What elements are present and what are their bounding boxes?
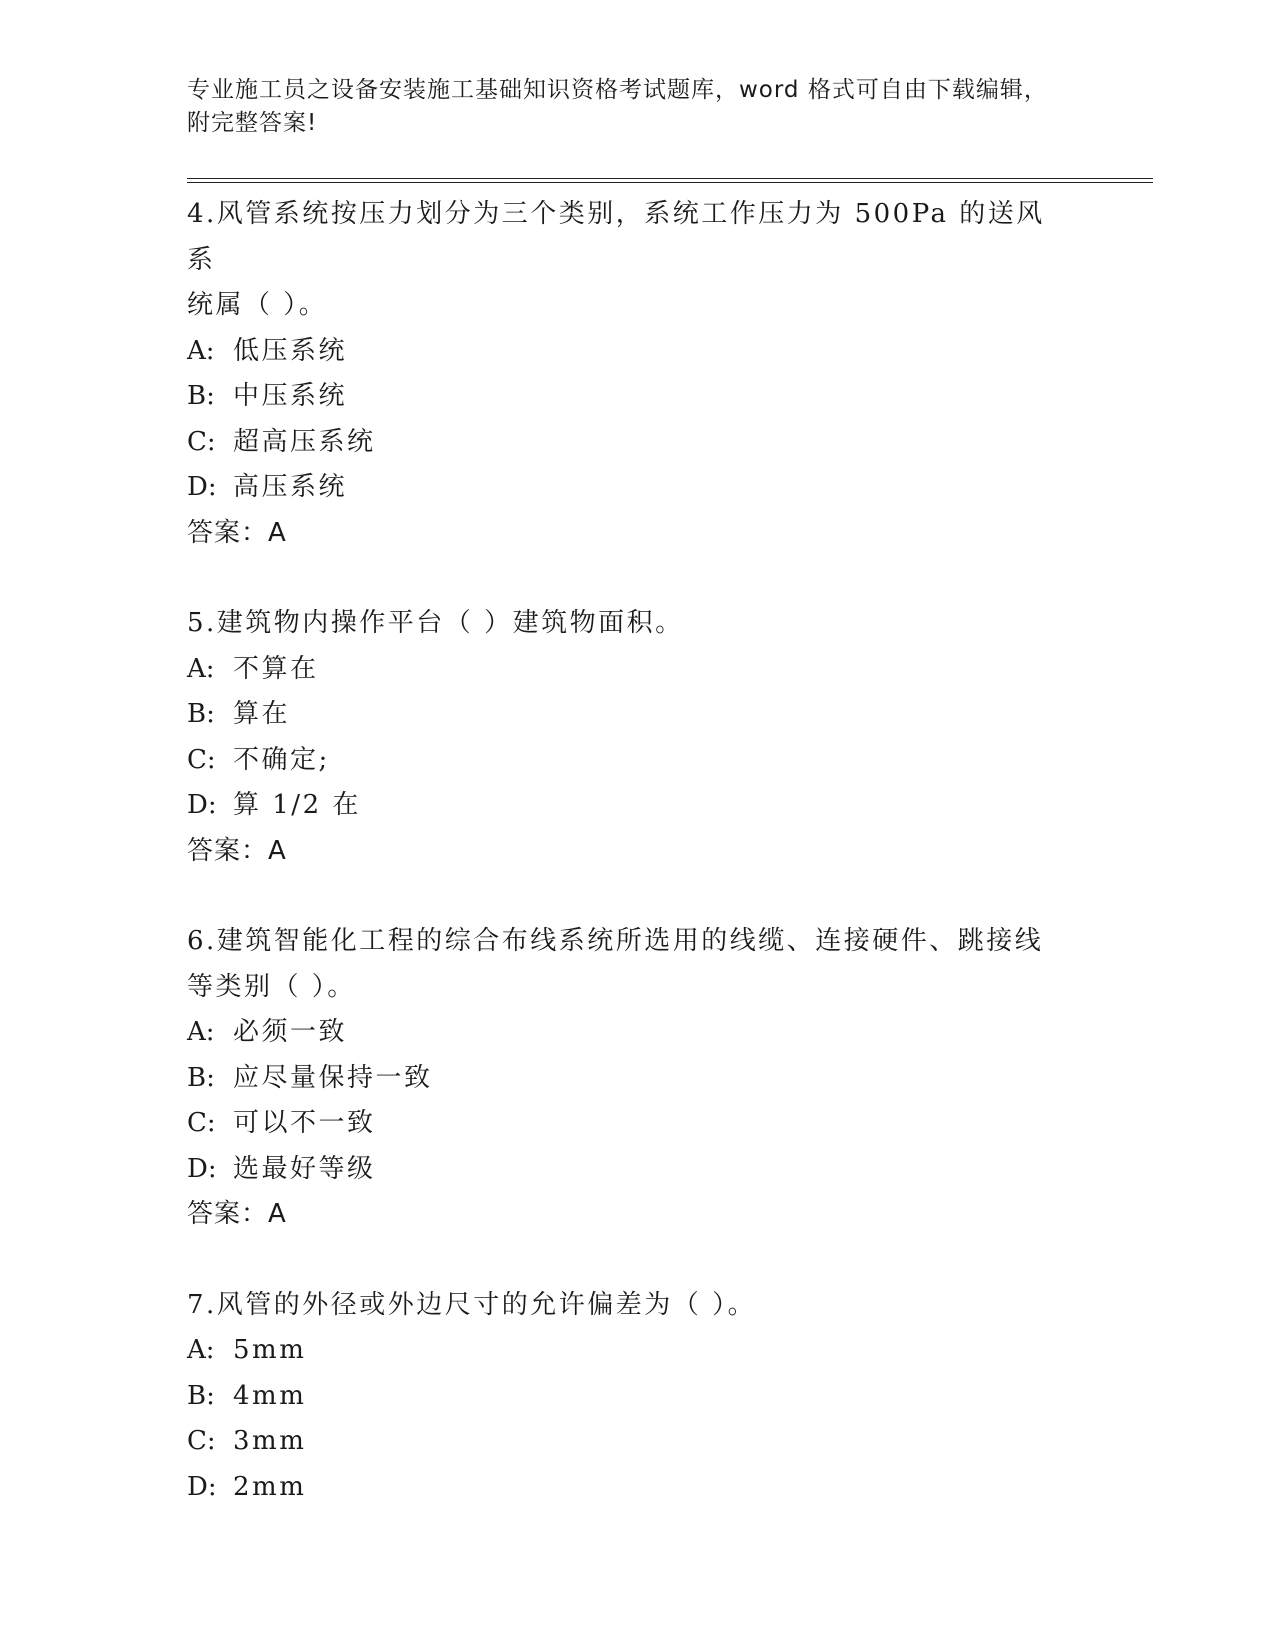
option-text: 不确定; [233,744,330,775]
header-line-1: 专业施工员之设备安装施工基础知识资格考试题库，word 格式可自由下载编辑， [187,77,1048,103]
option-letter: B: [187,381,215,411]
question-5 [187,601,1067,874]
option-text: 高压系统 [233,472,348,502]
option-a [187,1010,1067,1056]
question-stem-continued: 统属（ ）。 [187,290,328,320]
option-text: 3mm [233,1426,307,1456]
question-6 [187,919,1067,1238]
option-letter: B: [187,1062,215,1093]
option-letter: A: [187,653,215,684]
option-letter: D: [187,790,217,820]
question-stem: 7.风管的外径或外边尺寸的允许偏差为（ ）。 [187,1289,757,1320]
option-letter: A: [187,1335,215,1365]
option-text: 低压系统 [233,335,348,366]
option-text: 必须一致 [233,1017,348,1047]
option-letter: B: [187,1380,215,1411]
option-text: 5mm [233,1335,307,1365]
option-text: 选最好等级 [233,1153,376,1184]
option-c [187,738,1067,784]
option-d [187,465,1067,511]
option-b [187,1056,1067,1102]
option-c [187,420,1067,466]
question-stem: 4.风管系统按压力划分为三个类别，系统工作压力为 500Pa 的送风系 [187,199,1045,275]
option-d [187,1465,1067,1511]
document-header [187,74,1067,140]
question-4 [187,192,1067,556]
question-stem-continued: 等类别（ ）。 [187,971,356,1002]
option-letter: C: [187,426,216,457]
option-text: 不算在 [233,653,319,684]
answer-line: 答案：A [187,517,287,548]
question-7 [187,1283,1067,1511]
option-d [187,1147,1067,1193]
answer-line: 答案：A [187,1199,287,1229]
option-letter: D: [187,1471,217,1502]
option-a [187,329,1067,375]
option-b [187,1374,1067,1420]
option-letter: A: [187,335,215,366]
option-letter: A: [187,1017,215,1047]
question-stem: 6.建筑智能化工程的综合布线系统所选用的线缆、连接硬件、跳接线 [187,926,1044,956]
option-text: 应尽量保持一致 [233,1062,433,1093]
question-stem: 5.建筑物内操作平台（ ）建筑物面积。 [187,608,684,638]
option-a [187,647,1067,693]
option-text: 中压系统 [233,381,348,411]
option-letter: D: [187,472,217,502]
option-b [187,692,1067,738]
option-c [187,1101,1067,1147]
option-text: 算 1/2 在 [233,790,361,820]
option-letter: B: [187,699,215,729]
option-letter: C: [187,1426,216,1456]
document-page [187,0,1147,1650]
header-double-rule [187,178,1153,183]
option-letter: C: [187,1108,216,1138]
option-letter: D: [187,1153,217,1184]
header-line-2: 附完整答案! [187,110,318,136]
option-c [187,1419,1067,1465]
question-list [187,192,1067,1555]
option-text: 4mm [233,1380,307,1411]
answer-line: 答案：A [187,835,287,866]
option-d [187,783,1067,829]
option-letter: C: [187,744,216,775]
option-text: 可以不一致 [233,1108,376,1138]
option-text: 2mm [233,1471,307,1502]
option-a [187,1328,1067,1374]
option-text: 超高压系统 [233,426,376,457]
option-text: 算在 [233,699,291,729]
option-b [187,374,1067,420]
